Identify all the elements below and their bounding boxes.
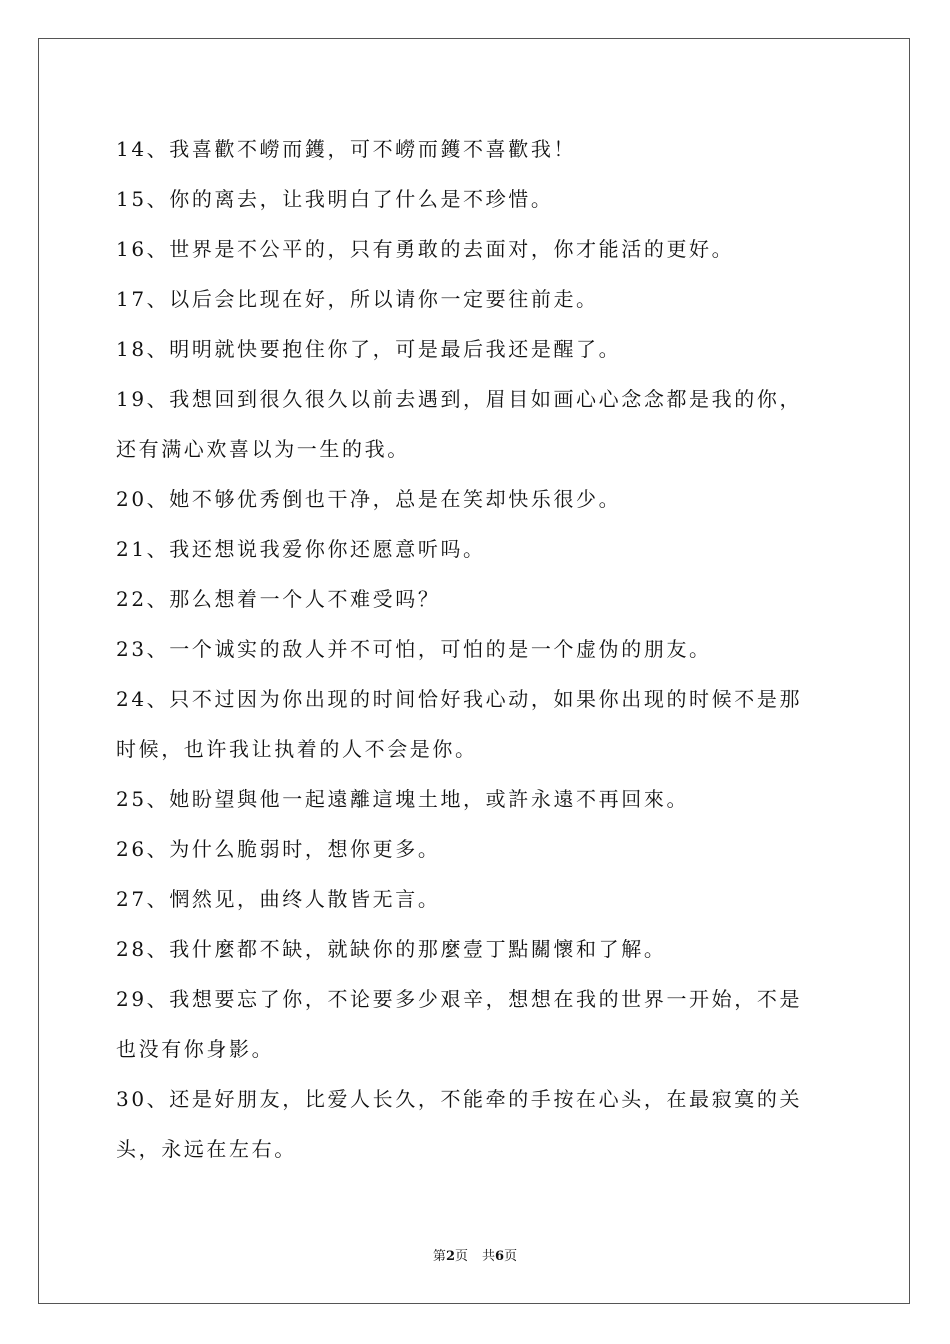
text-line: 27、惘然见，曲终人散皆无言。 (116, 887, 441, 911)
page-prefix: 第 (432, 1249, 446, 1264)
text-line: 26、为什么脆弱时，想你更多。 (116, 837, 441, 861)
text-line: 17、以后会比现在好，所以请你一定要往前走。 (116, 287, 599, 311)
text-line: 头，永远在左右。 (116, 1137, 297, 1161)
text-line: 24、只不过因为你出现的时间恰好我心动，如果你出现的时候不是那 (116, 687, 803, 711)
total-pages: 6 (495, 1249, 505, 1264)
text-line: 16、世界是不公平的，只有勇敢的去面对，你才能活的更好。 (116, 237, 735, 261)
text-line: 21、我还想说我爱你你还愿意听吗。 (116, 537, 486, 561)
text-line: 还有满心欢喜以为一生的我。 (116, 437, 410, 461)
text-line: 29、我想要忘了你，不论要多少艰辛，想想在我的世界一开始，不是 (116, 987, 803, 1011)
document-body (116, 124, 846, 1174)
text-line: 28、我什麼都不缺，就缺你的那麼壹丁點關懷和了解。 (116, 937, 667, 961)
text-line: 23、一个诚实的敌人并不可怕，可怕的是一个虚伪的朋友。 (116, 637, 712, 661)
text-line: 也没有你身影。 (116, 1037, 275, 1061)
page-number: 2 (445, 1249, 455, 1264)
text-line: 14、我喜歡不嶗而鑊，可不嶗而鑊不喜歡我！ (116, 137, 577, 161)
text-line: 时候，也许我让执着的人不会是你。 (116, 737, 478, 761)
text-line: 18、明明就快要抱住你了，可是最后我还是醒了。 (116, 337, 622, 361)
text-line: 25、她盼望與他一起遠離這塊土地，或許永遠不再回來。 (116, 787, 690, 811)
total-suffix: 页 (504, 1249, 518, 1264)
page-footer (0, 1245, 950, 1264)
text-line: 19、我想回到很久很久以前去遇到，眉目如画心心念念都是我的你， (116, 387, 803, 411)
total-prefix: 共 (482, 1249, 496, 1264)
text-line: 20、她不够优秀倒也干净，总是在笑却快乐很少。 (116, 487, 622, 511)
text-line: 15、你的离去，让我明白了什么是不珍惜。 (116, 187, 554, 211)
text-line: 30、还是好朋友，比爱人长久，不能牵的手按在心头，在最寂寞的关 (116, 1087, 803, 1111)
page-suffix: 页 (454, 1249, 468, 1264)
text-line: 22、那么想着一个人不难受吗？ (116, 587, 441, 611)
